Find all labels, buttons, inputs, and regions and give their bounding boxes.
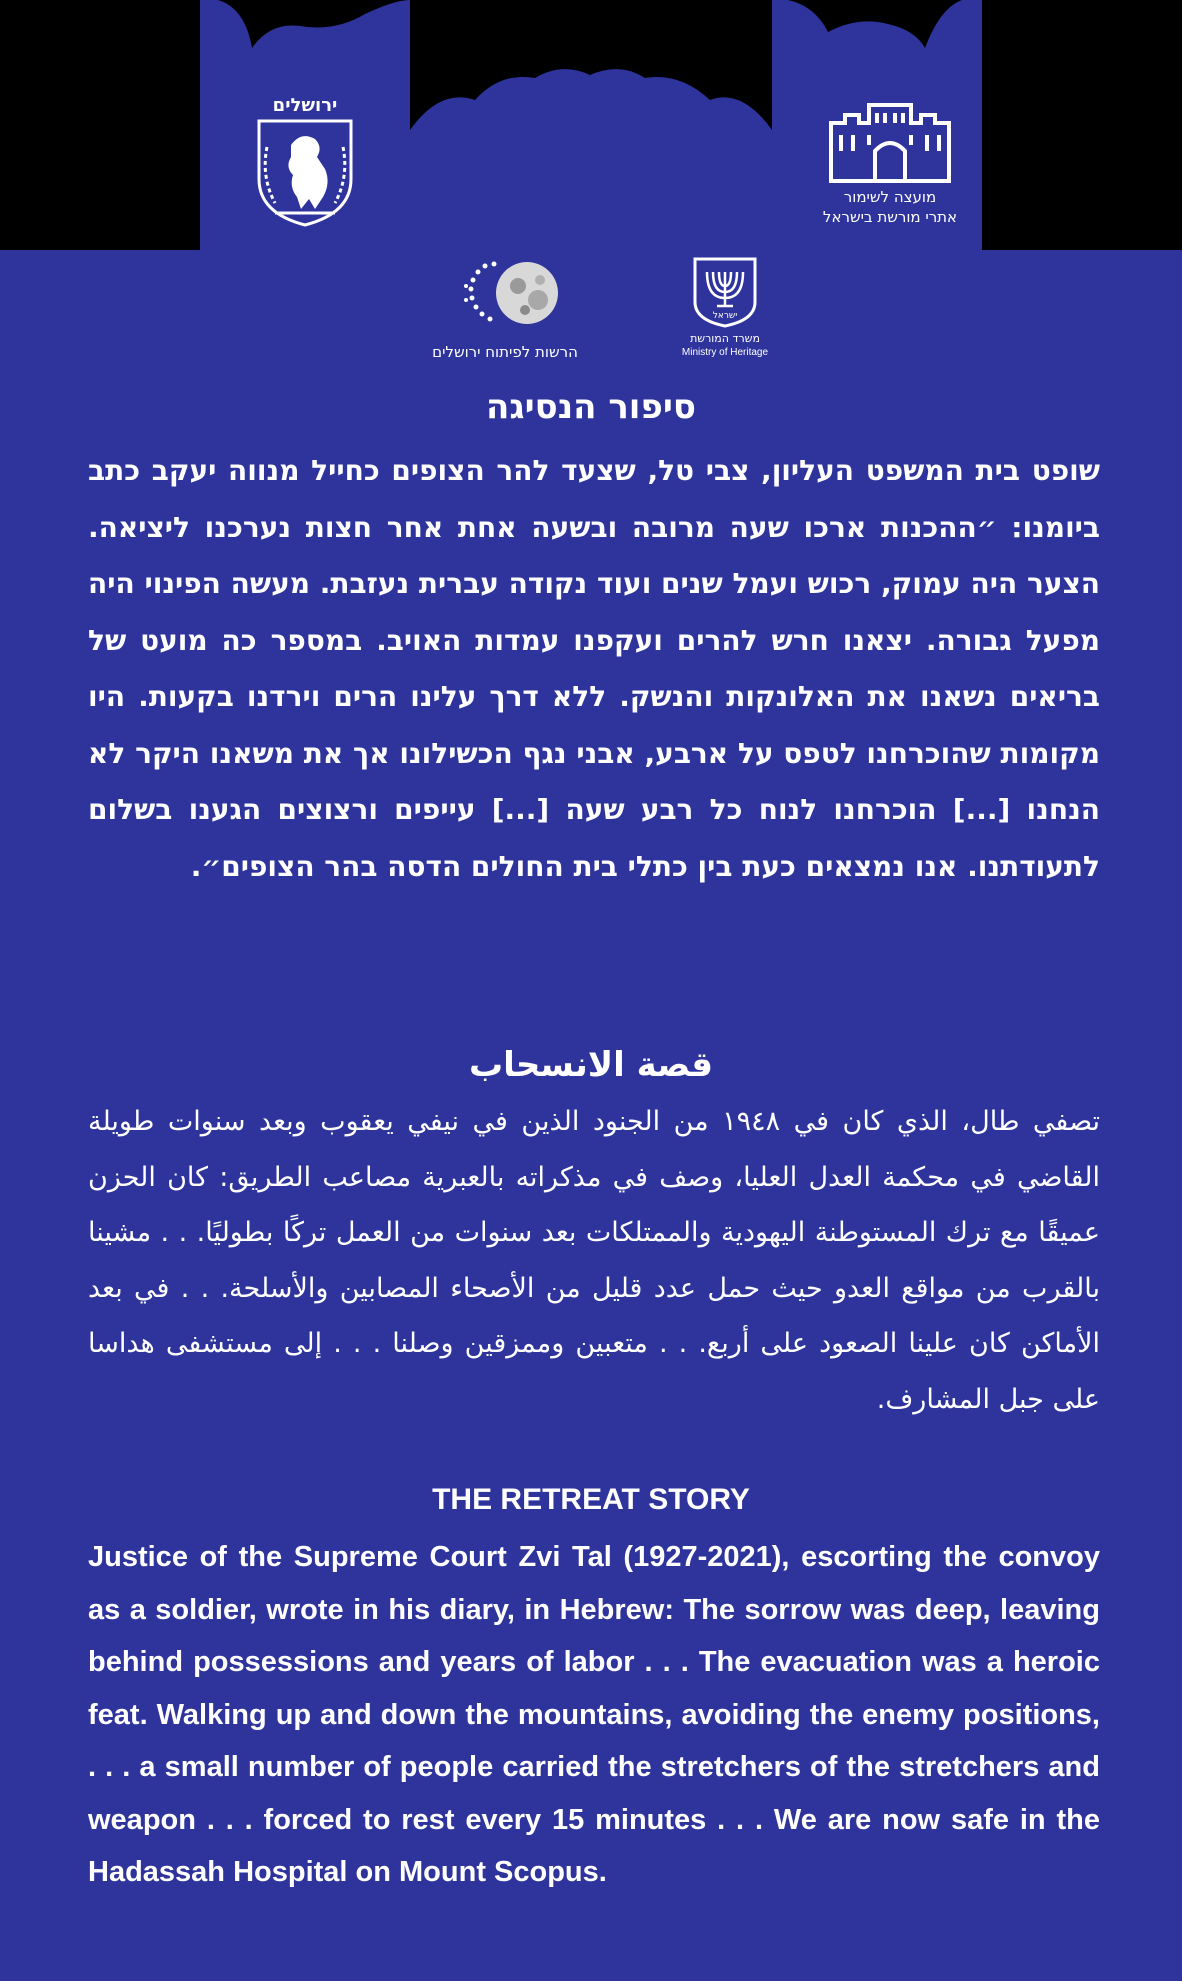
heritage-council-line1: מועצה לשימור: [843, 188, 937, 206]
moon-dots-icon: [430, 258, 580, 338]
jerusalem-lion-emblem-icon: [245, 117, 365, 227]
menorah-emblem-icon: [690, 256, 760, 328]
castle-gate-icon: [825, 95, 955, 183]
ministry-emblem-text: ישראל: [712, 311, 738, 321]
jerusalem-logo-text: ירושלים: [272, 95, 338, 116]
heritage-council-logo: [790, 95, 990, 227]
hebrew-title: סיפור הנסיגה: [486, 387, 696, 427]
ministry-logo: [665, 256, 785, 359]
development-authority-text: הרשות לפיתוח ירושלים: [432, 343, 578, 361]
english-body: Justice of the Supreme Court Zvi Tal (1927-2021), escorting the convoy as a soldier, wrote in his diary, in Hebrew: The sorrow was deep, leaving behind possessions and years of labor . . . The evacuation was a heroic feat. Walking up and down the mountains, avoiding the enemy positions, . . . a small number of people carried the stretchers of the stretchers and weapon . . . forced to rest every 15 minutes . . . We are now safe in the Hadassah Hospital on Mount Scopus.: [88, 1541, 1100, 1888]
ministry-line1: משרד המורשת: [690, 332, 760, 345]
arabic-title: قصة الانسحاب: [469, 1045, 713, 1085]
arabic-body: تصفي طال، الذي كان في ١٩٤٨ من الجنود الذين في نيفي يعقوب وبعد سنوات طويلة القاضي في محكمة العدل العليا، وصف في مذكراته بالعبرية مصاعب الطريق: كان الحزن عميقًا مع ترك المستوطنة اليهودية والممتلكات بعد سنوات من العمل تركًا بطوليًا. . . مشينا بالقرب من مواقع العدو حيث حمل عدد قليل من الأصحاء المصابين والأسلحة. . . في بعد الأماكن كان علينا الصعود على أربع. . . متعبين وممزقين وصلنا . . . إلى مستشفى هداسا على جبل المشارف.: [88, 1106, 1100, 1415]
heritage-council-line2: אתרי מורשת בישראל: [822, 208, 958, 226]
hebrew-body: שופט בית המשפט העליון, צבי טל, שצעד להר הצופים כחייל מנווה יעקב כתב ביומנו: ״ההכנות ארכו שעה מרובה ובשעה אחת אחר חצות נערכנו ליציאה. הצער היה עמוק, רכוש ועמל שנים ועוד נקודה עברית נעזבת. מעשה הפינוי היה מפעל גבורה. יצאנו חרש להרים ועקפנו עמדות האויב. במספר כה מועט של בריאים נשאנו את האלונקות והנשק. ללא דרך עלינו הרים וירדנו בקעות. היו מקומות שהוכרחנו לטפס על ארבע, אבני נגף הכשילונו אך את משאנו היקר לא הנחנו [...] הוכרחנו לנוח כל רבע שעה [...] עייפים ורצוצים הגענו בשלום לתעודתנו. אנו נמצאים כעת בין כתלי בית החולים הדסה בהר הצופים״.: [88, 454, 1100, 883]
jerusalem-logo: [245, 95, 365, 231]
english-title: THE RETREAT STORY: [432, 1483, 750, 1516]
development-authority-logo: [405, 258, 605, 362]
ministry-line2: Ministry of Heritage: [681, 347, 769, 358]
